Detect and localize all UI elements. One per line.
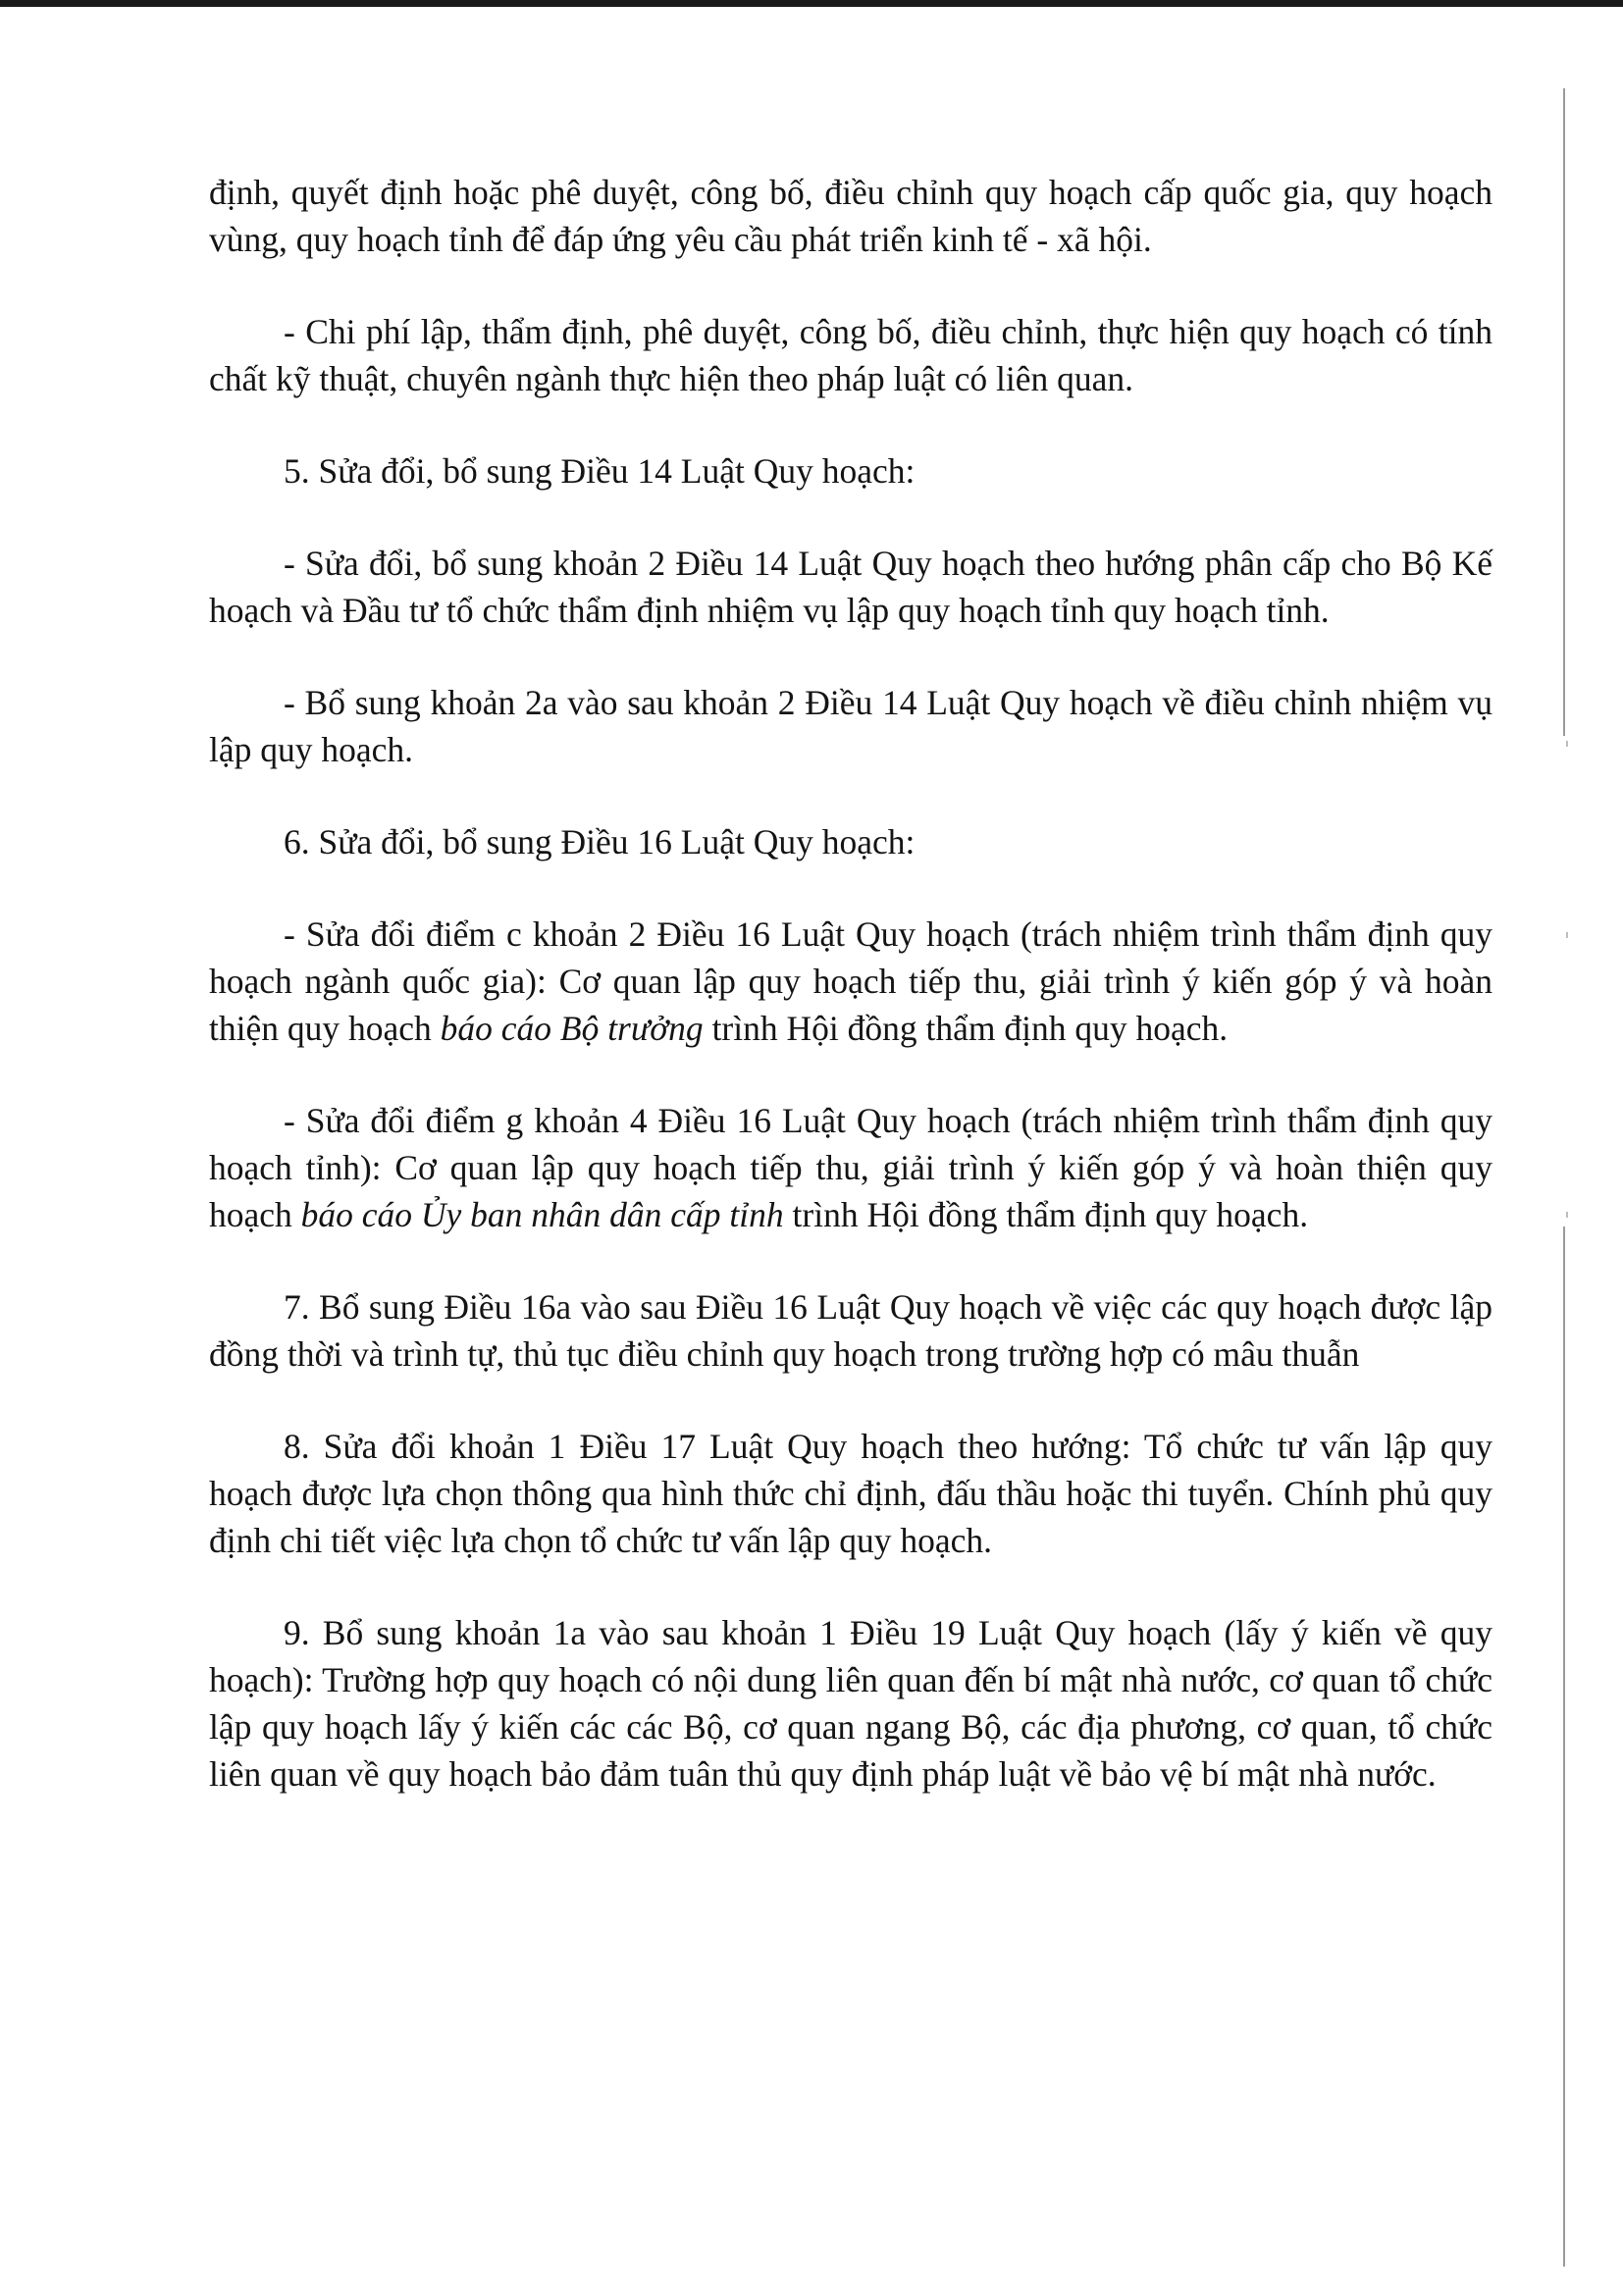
paragraph-p10: [209, 1423, 1492, 1564]
text-run: định, quyết định hoặc phê duyệt, công bố, điều chỉnh quy hoạch cấp quốc gia, quy hoạch vùng, quy hoạch tỉnh để đáp ứng yêu cầu phát triển kinh tế - xã hội.: [209, 173, 1492, 259]
paragraph-p9: [209, 1283, 1492, 1378]
paragraph-gap: [209, 495, 1492, 540]
text-run: - Sửa đổi, bổ sung khoản 2 Điều 14 Luật Quy hoạch theo hướng phân cấp cho Bộ Kế hoạch và Đầu tư tổ chức thẩm định nhiệm vụ lập quy hoạch tỉnh quy hoạch tỉnh.: [209, 544, 1492, 630]
text-run: - Chi phí lập, thẩm định, phê duyệt, công bố, điều chỉnh, thực hiện quy hoạch có tính chất kỹ thuật, chuyên ngành thực hiện theo pháp luật có liên quan.: [209, 312, 1492, 398]
text-run: 8. Sửa đổi khoản 1 Điều 17 Luật Quy hoạch theo hướng: Tổ chức tư vấn lập quy hoạch được lựa chọn thông qua hình thức chỉ định, đấu thầu hoặc thi tuyển. Chính phủ quy định chi tiết việc lựa chọn tổ chức tư vấn lập quy hoạch.: [209, 1427, 1492, 1560]
document-page: [209, 169, 1492, 1798]
scan-top-edge: [0, 0, 1623, 7]
paragraph-gap: [209, 773, 1492, 818]
paragraph-p1: [209, 169, 1492, 263]
scan-speck: [1566, 1212, 1568, 1218]
text-run: 6. Sửa đổi, bổ sung Điều 16 Luật Quy hoạch:: [284, 822, 916, 861]
paragraph-p2: [209, 308, 1492, 402]
paragraph-p8: [209, 1097, 1492, 1238]
text-run: 7. Bổ sung Điều 16a vào sau Điều 16 Luật Quy hoạch về việc các quy hoạch được lập đồng thời và trình tự, thủ tục điều chỉnh quy hoạch trong trường hợp có mâu thuẫn: [209, 1287, 1492, 1374]
text-run: trình Hội đồng thẩm định quy hoạch.: [783, 1195, 1309, 1234]
paragraph-gap: [209, 634, 1492, 679]
text-run: - Sửa đổi điểm g khoản 4 Điều 16 Luật Quy hoạch (trách nhiệm trình thẩm định quy hoạch tỉnh): Cơ quan lập quy hoạch tiếp thu, giải trình ý kiến góp ý và hoàn thiện quy hoạch: [209, 1101, 1492, 1234]
paragraph-p11: [209, 1609, 1492, 1798]
paragraph-p4: [209, 540, 1492, 634]
scan-margin-line: [1563, 1226, 1565, 2267]
paragraph-p5: [209, 679, 1492, 773]
paragraph-p7: [209, 911, 1492, 1052]
text-run: trình Hội đồng thẩm định quy hoạch.: [703, 1009, 1229, 1048]
scan-speck: [1566, 932, 1568, 938]
scan-speck: [1566, 741, 1568, 747]
scan-margin-line: [1563, 88, 1565, 736]
paragraph-gap: [209, 865, 1492, 911]
text-run: - Sửa đổi điểm c khoản 2 Điều 16 Luật Quy hoạch (trách nhiệm trình thẩm định quy hoạch ngành quốc gia): Cơ quan lập quy hoạch tiếp thu, giải trình ý kiến góp ý và hoàn thiện quy hoạch: [209, 914, 1492, 1048]
paragraph-gap: [209, 1238, 1492, 1283]
paragraph-p6: [209, 818, 1492, 865]
italic-phrase: báo cáo Ủy ban nhân dân cấp tỉnh: [300, 1195, 784, 1234]
paragraph-p3: [209, 447, 1492, 495]
text-run: - Bổ sung khoản 2a vào sau khoản 2 Điều 14 Luật Quy hoạch về điều chỉnh nhiệm vụ lập quy hoạch.: [209, 683, 1492, 769]
paragraph-gap: [209, 402, 1492, 447]
text-run: 9. Bổ sung khoản 1a vào sau khoản 1 Điều 19 Luật Quy hoạch (lấy ý kiến về quy hoạch): Trường hợp quy hoạch có nội dung liên quan đến bí mật nhà nước, cơ quan tổ chức lập quy hoạch lấy ý kiến các các Bộ, cơ quan ngang Bộ, các địa phương, cơ quan, tổ chức liên quan về quy hoạch bảo đảm tuân thủ quy định pháp luật về bảo vệ bí mật nhà nước.: [209, 1613, 1492, 1794]
paragraph-gap: [209, 1378, 1492, 1423]
italic-phrase: báo cáo Bộ trưởng: [440, 1009, 704, 1048]
paragraph-gap: [209, 1564, 1492, 1609]
paragraph-gap: [209, 263, 1492, 308]
paragraph-gap: [209, 1052, 1492, 1097]
text-run: 5. Sửa đổi, bổ sung Điều 14 Luật Quy hoạch:: [284, 451, 916, 491]
